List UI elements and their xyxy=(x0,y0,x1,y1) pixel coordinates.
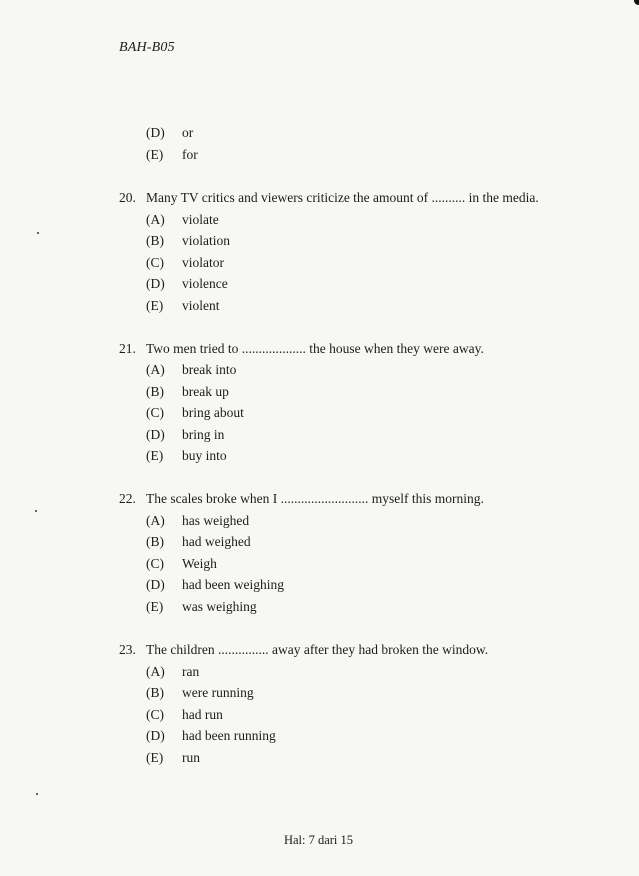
question-text: The scales broke when I .......................... myself this morning. xyxy=(146,491,484,506)
question-number: 22. xyxy=(119,491,136,506)
option-text: break into xyxy=(182,362,237,377)
scan-speck xyxy=(36,793,38,795)
option-text: has weighed xyxy=(182,513,250,528)
option-text: violence xyxy=(182,276,228,291)
option-letter: (D) xyxy=(146,577,165,592)
option-text: had been running xyxy=(182,728,276,743)
option-letter: (D) xyxy=(146,125,165,140)
page-number: Hal: 7 dari 15 xyxy=(283,833,354,847)
option-letter: (B) xyxy=(146,384,164,399)
option-text: run xyxy=(182,750,200,765)
option-text: violent xyxy=(182,298,220,313)
option-letter: (A) xyxy=(146,212,165,227)
page-footer xyxy=(0,833,639,848)
question-number: 20. xyxy=(119,190,136,205)
option-text: bring about xyxy=(182,405,244,420)
question-text: Two men tried to ................... the house when they were away. xyxy=(146,341,484,356)
option-text: had run xyxy=(182,707,223,722)
option-text: violate xyxy=(182,212,219,227)
option-letter: (A) xyxy=(146,513,165,528)
option-letter: (E) xyxy=(146,599,164,614)
option-text: violator xyxy=(182,255,224,270)
question-text: Many TV critics and viewers criticize the amount of .......... in the media. xyxy=(146,190,539,205)
option-text: for xyxy=(182,147,198,162)
option-letter: (C) xyxy=(146,405,164,420)
corner-dot xyxy=(634,0,639,5)
option-letter: (B) xyxy=(146,685,164,700)
option-letter: (C) xyxy=(146,556,164,571)
question-number: 21. xyxy=(119,341,136,356)
question-text: The children ............... away after they had broken the window. xyxy=(146,642,489,657)
option-letter: (D) xyxy=(146,728,165,743)
option-letter: (A) xyxy=(146,362,165,377)
option-text: buy into xyxy=(182,448,227,463)
question-number: 23. xyxy=(119,642,136,657)
option-text: were running xyxy=(182,685,254,700)
option-letter: (D) xyxy=(146,427,165,442)
option-text: or xyxy=(182,125,194,140)
option-letter: (E) xyxy=(146,147,164,162)
option-letter: (B) xyxy=(146,233,164,248)
option-text: had been weighing xyxy=(182,577,284,592)
option-letter: (C) xyxy=(146,255,164,270)
scan-speck xyxy=(37,232,39,234)
option-letter: (B) xyxy=(146,534,164,549)
option-letter: (E) xyxy=(146,448,164,463)
option-text: ran xyxy=(182,664,200,679)
option-text: had weighed xyxy=(182,534,251,549)
exam-code: BAH-B05 xyxy=(119,40,175,55)
option-text: Weigh xyxy=(182,556,217,571)
option-letter: (D) xyxy=(146,276,165,291)
option-text: was weighing xyxy=(182,599,257,614)
option-text: bring in xyxy=(182,427,225,442)
option-text: violation xyxy=(182,233,230,248)
option-letter: (C) xyxy=(146,707,164,722)
option-text: break up xyxy=(182,384,229,399)
option-letter: (E) xyxy=(146,298,164,313)
scan-speck xyxy=(35,510,37,512)
option-letter: (E) xyxy=(146,750,164,765)
option-letter: (A) xyxy=(146,664,165,679)
